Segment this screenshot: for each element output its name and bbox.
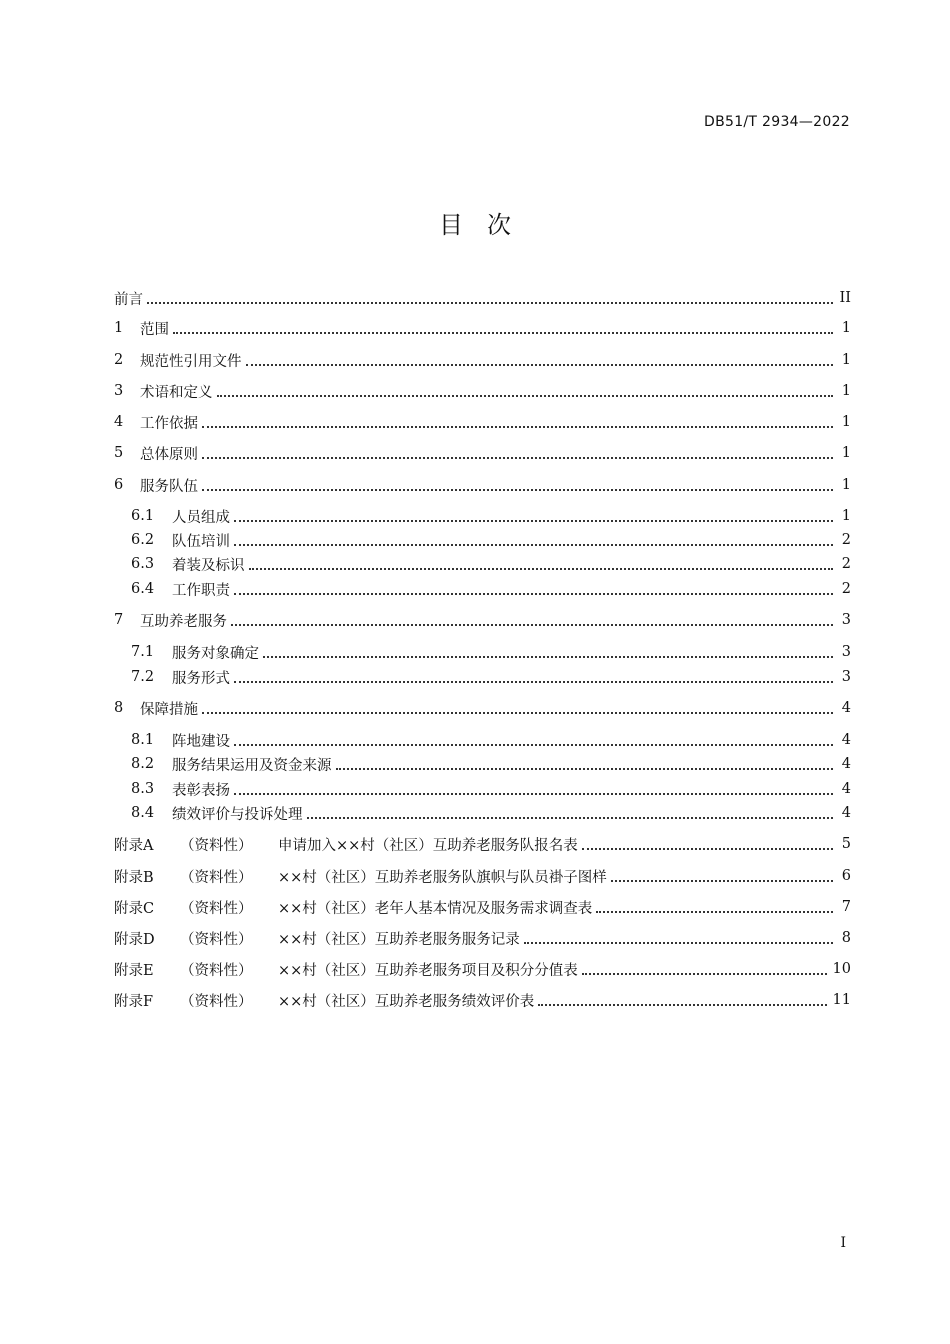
toc-entry-number: 8.4 bbox=[131, 805, 155, 821]
appendix-label: 附录C bbox=[114, 900, 155, 917]
toc-entry-6-4[interactable] bbox=[131, 577, 851, 601]
toc-entry-6[interactable] bbox=[114, 473, 851, 497]
dot-leader bbox=[202, 425, 833, 428]
dot-leader bbox=[336, 767, 834, 770]
toc-entry-title: 着装及标识 bbox=[172, 557, 245, 574]
toc-appendix-f[interactable] bbox=[114, 988, 851, 1012]
page-number: I bbox=[840, 1235, 846, 1251]
toc-entry-title: 工作依据 bbox=[140, 415, 198, 432]
appendix-type: （资料性） bbox=[180, 869, 253, 886]
toc-entry-title: 互助养老服务 bbox=[140, 613, 227, 630]
toc-page-number: 7 bbox=[841, 899, 851, 915]
toc-entry-number: 7.2 bbox=[131, 669, 155, 685]
toc-entry-6-3[interactable] bbox=[131, 552, 851, 576]
toc-entry-5[interactable] bbox=[114, 441, 851, 465]
document-code: DB51/T 2934—2022 bbox=[704, 114, 850, 130]
toc-entry-number: 4 bbox=[114, 414, 124, 430]
toc-entry-number: 5 bbox=[114, 445, 124, 461]
dot-leader bbox=[582, 972, 827, 975]
toc-entry-title: 总体原则 bbox=[140, 446, 198, 463]
toc-page-number: 1 bbox=[841, 320, 851, 336]
toc-page-number: II bbox=[839, 290, 851, 306]
toc-page-number: 4 bbox=[841, 781, 851, 797]
toc-page-number: 6 bbox=[841, 868, 851, 884]
toc-entry-number: 6.4 bbox=[131, 581, 155, 597]
toc-page-number: 4 bbox=[841, 732, 851, 748]
toc-entry-8-1[interactable] bbox=[131, 728, 851, 752]
dot-leader bbox=[263, 655, 833, 658]
toc-page-number: 11 bbox=[832, 992, 851, 1008]
toc-entry-title: ××村（社区）互助养老服务队旗帜与队员褂子图样 bbox=[278, 869, 607, 886]
toc-entry-7[interactable] bbox=[114, 608, 851, 632]
dot-leader bbox=[234, 743, 833, 746]
appendix-label: 附录E bbox=[114, 962, 154, 979]
toc-page-number: 1 bbox=[841, 414, 851, 430]
toc-page-number: 4 bbox=[841, 700, 851, 716]
toc-page-number: 2 bbox=[841, 556, 851, 572]
toc-page-number: 10 bbox=[832, 961, 851, 977]
toc-entry-6-1[interactable] bbox=[131, 504, 851, 528]
dot-leader bbox=[234, 680, 833, 683]
toc-entry-title: 表彰表扬 bbox=[172, 782, 230, 799]
toc-entry-title: 绩效评价与投诉处理 bbox=[172, 806, 303, 823]
appendix-type: （资料性） bbox=[180, 993, 253, 1010]
toc-entry-title: ××村（社区）互助养老服务服务记录 bbox=[278, 931, 520, 948]
toc-entry-title: 前言 bbox=[114, 291, 143, 308]
toc-entry-number: 3 bbox=[114, 383, 124, 399]
toc-entry-title: 规范性引用文件 bbox=[140, 353, 242, 370]
toc-entry-title: 服务形式 bbox=[172, 670, 230, 687]
toc-entry-title: ××村（社区）互助养老服务项目及积分分值表 bbox=[278, 962, 578, 979]
dot-leader bbox=[234, 592, 833, 595]
toc-entry-title: 服务结果运用及资金来源 bbox=[172, 757, 332, 774]
appendix-label: 附录B bbox=[114, 869, 154, 886]
toc-entry-3[interactable] bbox=[114, 379, 851, 403]
toc-page-number: 1 bbox=[841, 352, 851, 368]
toc-page-number: 1 bbox=[841, 508, 851, 524]
dot-leader bbox=[596, 910, 833, 913]
toc-entry-title: ××村（社区）老年人基本情况及服务需求调查表 bbox=[278, 900, 593, 917]
toc-entry-number: 6.1 bbox=[131, 508, 155, 524]
toc-appendix-d[interactable] bbox=[114, 926, 851, 950]
toc-entry-8-3[interactable] bbox=[131, 777, 851, 801]
appendix-label: 附录D bbox=[114, 931, 155, 948]
toc-page-number: 3 bbox=[841, 644, 851, 660]
dot-leader bbox=[524, 941, 833, 944]
toc-page-number: 2 bbox=[841, 532, 851, 548]
toc-entry-title: 服务队伍 bbox=[140, 478, 198, 495]
toc-entry-title: 队伍培训 bbox=[172, 533, 230, 550]
toc-entry-title: 申请加入××村（社区）互助养老服务队报名表 bbox=[278, 837, 578, 854]
toc-entry-2[interactable] bbox=[114, 348, 851, 372]
toc-entry-number: 7 bbox=[114, 612, 124, 628]
toc-entry-number: 8.1 bbox=[131, 732, 155, 748]
toc-entry-6-2[interactable] bbox=[131, 528, 851, 552]
toc-entry-number: 8 bbox=[114, 700, 124, 716]
toc-entry-title: 工作职责 bbox=[172, 582, 230, 599]
appendix-type: （资料性） bbox=[180, 900, 253, 917]
dot-leader bbox=[234, 519, 833, 522]
toc-entry-8-4[interactable] bbox=[131, 801, 851, 825]
toc-entry-4[interactable] bbox=[114, 410, 851, 434]
toc-entry-7-2[interactable] bbox=[131, 665, 851, 689]
toc-page-number: 2 bbox=[841, 581, 851, 597]
toc-appendix-b[interactable] bbox=[114, 864, 851, 888]
toc-entry-8-2[interactable] bbox=[131, 752, 851, 776]
toc-entry-number: 8.2 bbox=[131, 756, 155, 772]
dot-leader bbox=[582, 847, 833, 850]
dot-leader bbox=[611, 879, 833, 882]
dot-leader bbox=[246, 363, 834, 366]
toc-entry-title: 保障措施 bbox=[140, 701, 198, 718]
toc-entry-title: 术语和定义 bbox=[140, 384, 213, 401]
toc-entry-8[interactable] bbox=[114, 696, 851, 720]
dot-leader bbox=[249, 567, 834, 570]
toc-entry-number: 6 bbox=[114, 477, 124, 493]
toc-page-number: 5 bbox=[841, 836, 851, 852]
appendix-type: （资料性） bbox=[180, 837, 253, 854]
toc-appendix-e[interactable] bbox=[114, 957, 851, 981]
toc-page-number: 1 bbox=[841, 383, 851, 399]
dot-leader bbox=[173, 331, 833, 334]
page-title: 目次 bbox=[439, 211, 535, 239]
toc-page-number: 3 bbox=[841, 612, 851, 628]
toc-entry-title: 阵地建设 bbox=[172, 733, 230, 750]
dot-leader bbox=[307, 816, 834, 819]
toc-entry-7-1[interactable] bbox=[131, 640, 851, 664]
toc-page-number: 4 bbox=[841, 805, 851, 821]
toc-entry-title: 范围 bbox=[140, 321, 169, 338]
dot-leader bbox=[234, 792, 833, 795]
dot-leader bbox=[147, 301, 833, 304]
dot-leader bbox=[217, 394, 834, 397]
toc-entry-number: 7.1 bbox=[131, 644, 155, 660]
toc-page-number: 4 bbox=[841, 756, 851, 772]
dot-leader bbox=[202, 488, 833, 491]
appendix-type: （资料性） bbox=[180, 931, 253, 948]
toc-entry-1[interactable] bbox=[114, 316, 851, 340]
appendix-label: 附录A bbox=[114, 837, 154, 854]
toc-page-number: 3 bbox=[841, 669, 851, 685]
toc-appendix-c[interactable] bbox=[114, 895, 851, 919]
dot-leader bbox=[231, 623, 833, 626]
appendix-type: （资料性） bbox=[180, 962, 253, 979]
appendix-label: 附录F bbox=[114, 993, 154, 1010]
dot-leader bbox=[538, 1003, 826, 1006]
toc-entry-number: 2 bbox=[114, 352, 124, 368]
toc-entry-number: 1 bbox=[114, 320, 124, 336]
toc-entry-preface[interactable] bbox=[114, 286, 851, 310]
toc-page-number: 8 bbox=[841, 930, 851, 946]
dot-leader bbox=[202, 456, 833, 459]
toc-entry-title: 人员组成 bbox=[172, 509, 230, 526]
toc-entry-number: 6.2 bbox=[131, 532, 155, 548]
dot-leader bbox=[202, 711, 833, 714]
toc-entry-number: 6.3 bbox=[131, 556, 155, 572]
dot-leader bbox=[234, 543, 833, 546]
toc-page-number: 1 bbox=[841, 477, 851, 493]
toc-entry-title: ××村（社区）互助养老服务绩效评价表 bbox=[278, 993, 535, 1010]
toc-page-number: 1 bbox=[841, 445, 851, 461]
toc-appendix-a[interactable] bbox=[114, 832, 851, 856]
toc-entry-number: 8.3 bbox=[131, 781, 155, 797]
toc-entry-title: 服务对象确定 bbox=[172, 645, 259, 662]
